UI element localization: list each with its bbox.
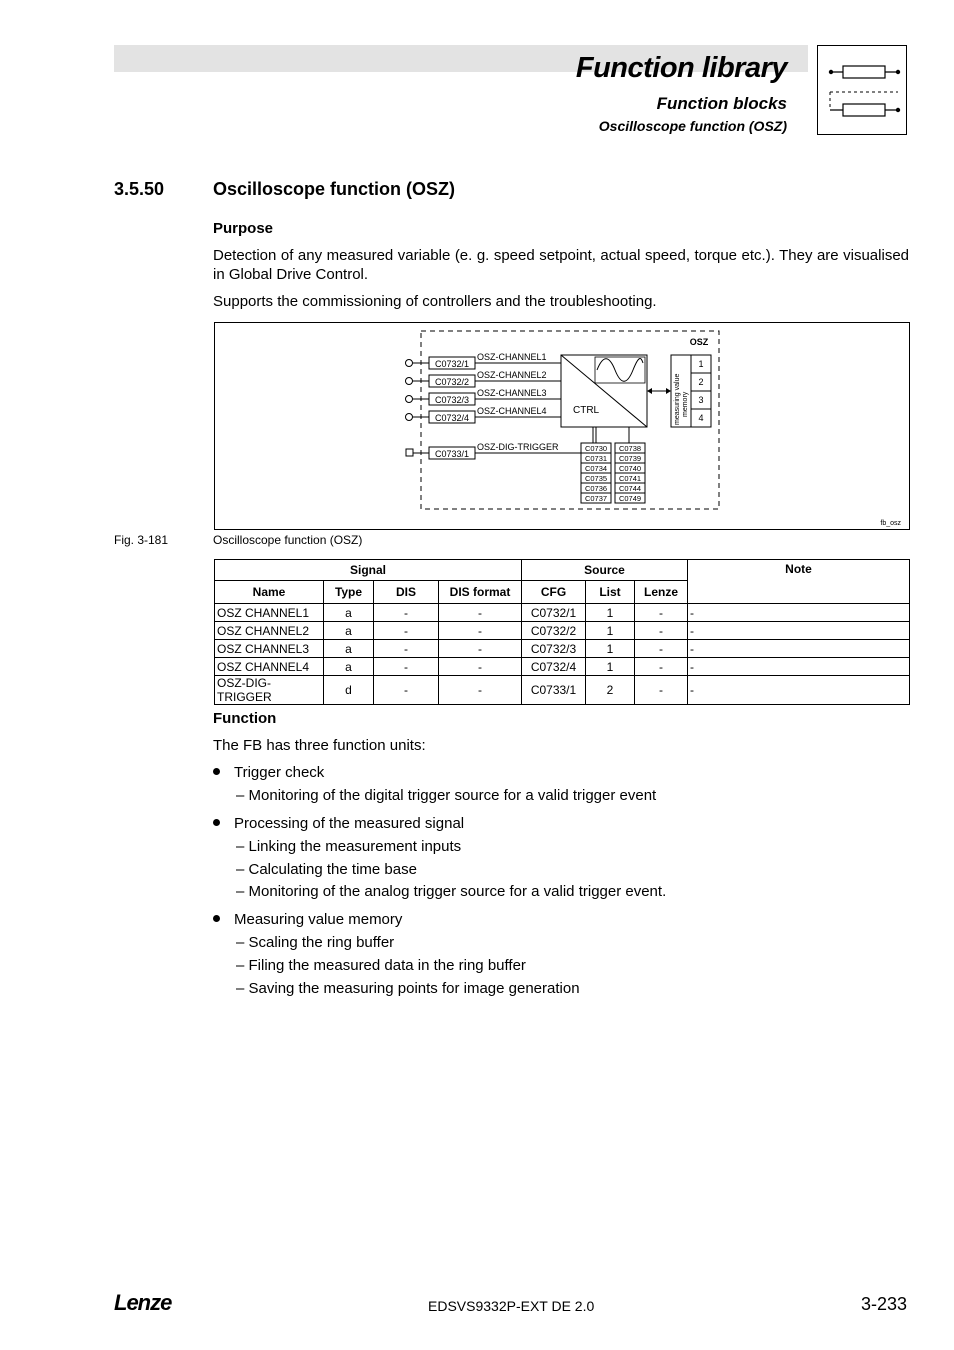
input-code: C0732/1 [434, 359, 470, 369]
memory-label: measuring value [674, 373, 681, 425]
table-row: OSZ CHANNEL1 a - - C0732/1 1 - - [215, 604, 910, 622]
input-code: C0732/2 [434, 377, 470, 387]
table-row: OSZ CHANNEL3 a - - C0732/3 1 - - [215, 640, 910, 658]
block-name: OSZ [689, 337, 709, 347]
figure-label: Fig. 3-181 [114, 533, 169, 547]
svg-text:C0739: C0739 [618, 454, 642, 463]
section-number: 3.5.50 [114, 179, 165, 199]
function-block-icon [817, 45, 907, 135]
svg-text:C0740: C0740 [618, 464, 642, 473]
svg-text:C0741: C0741 [618, 474, 642, 483]
code-stack-right [615, 443, 645, 503]
purpose-paragraph-1: Detection of any measured variable (e. g. speed setpoint, actual speed, torque etc.). They are visualised in Global Drive Control. [213, 247, 909, 283]
sub-item: – Saving the measuring points for image generation [236, 980, 580, 997]
input-signal: OSZ-CHANNEL2 [477, 370, 547, 380]
column-header: DIS format [439, 581, 522, 604]
code-stack-left [581, 443, 611, 503]
svg-text:C0731: C0731 [584, 454, 608, 463]
sub-item: – Monitoring of the digital trigger source for a valid trigger event [236, 787, 657, 804]
figure-caption: Oscilloscope function (OSZ) [213, 533, 363, 547]
purpose-paragraph-2: Supports the commissioning of controllers and the troubleshooting. [213, 293, 657, 310]
group-header-source: Source [522, 560, 688, 581]
input-signal: OSZ-CHANNEL4 [477, 406, 547, 416]
list-item: Processing of the measured signal [213, 815, 464, 832]
column-header: List [586, 581, 635, 604]
table-row: OSZ CHANNEL2 a - - C0732/2 1 - - [215, 622, 910, 640]
input-row-4 [406, 406, 562, 423]
column-header: CFG [522, 581, 586, 604]
lenze-logo: Lenze [114, 1290, 172, 1315]
bullet-icon [213, 915, 220, 922]
input-code: C0732/4 [434, 413, 470, 423]
ctrl-label: CTRL [573, 405, 600, 416]
memory-slot: 4 [698, 413, 704, 423]
input-signal: OSZ-CHANNEL1 [477, 352, 547, 362]
input-row-2 [406, 370, 562, 387]
sub-item: – Filing the measured data in the ring buffer [236, 957, 526, 974]
page-subsubtitle: Oscilloscope function (OSZ) [598, 118, 787, 134]
svg-text:C0730: C0730 [584, 444, 608, 453]
page-subtitle: Function blocks [656, 94, 787, 113]
purpose-heading: Purpose [213, 220, 274, 237]
trigger-signal: OSZ-DIG-TRIGGER [477, 442, 559, 452]
block-diagram [214, 322, 910, 530]
input-code: C0732/3 [434, 395, 470, 405]
function-intro: The FB has three function units: [213, 737, 426, 754]
table-row: OSZ-DIG-TRIGGER d - - C0733/1 2 - - [215, 676, 910, 705]
list-item: Measuring value memory [213, 911, 402, 928]
table-row: OSZ CHANNEL4 a - - C0732/4 1 - - [215, 658, 910, 676]
svg-text:C0744: C0744 [618, 484, 642, 493]
group-header-note: Note [688, 560, 910, 604]
svg-text:C0738: C0738 [618, 444, 642, 453]
list-item: Trigger check [213, 764, 324, 781]
trigger-row [406, 427, 593, 459]
signal-table [214, 559, 910, 705]
function-heading: Function [213, 710, 277, 727]
memory-slot: 1 [698, 359, 704, 369]
memory-slot: 3 [698, 395, 704, 405]
bullet-icon [213, 768, 220, 775]
document-id: EDSVS9332P-EXT DE 2.0 [428, 1298, 595, 1314]
memory-label-2: memory [682, 391, 689, 417]
input-signal: OSZ-CHANNEL3 [477, 388, 547, 398]
input-row-1 [406, 352, 562, 369]
sub-item: – Calculating the time base [236, 861, 417, 878]
svg-text:C0737: C0737 [584, 494, 608, 503]
group-header-signal: Signal [215, 560, 522, 581]
file-ref: fb_osz [880, 520, 901, 527]
input-row-3 [406, 388, 562, 405]
svg-text:C0736: C0736 [584, 484, 608, 493]
column-header: Lenze [635, 581, 688, 604]
sub-item: – Monitoring of the analog trigger source for a valid trigger event. [236, 883, 667, 900]
section-title: Oscilloscope function (OSZ) [213, 179, 456, 199]
sub-item: – Scaling the ring buffer [236, 934, 395, 951]
svg-text:C0749: C0749 [618, 494, 642, 503]
column-header: DIS [374, 581, 439, 604]
page-title: Function library [575, 52, 787, 84]
memory-slot: 2 [698, 377, 704, 387]
trigger-code: C0733/1 [434, 449, 470, 459]
svg-text:C0735: C0735 [584, 474, 608, 483]
svg-text:C0734: C0734 [584, 464, 608, 473]
column-header: Name [215, 581, 324, 604]
bullet-icon [213, 819, 220, 826]
column-header: Type [324, 581, 374, 604]
page-number: 3-233 [860, 1294, 907, 1314]
sub-item: – Linking the measurement inputs [236, 838, 462, 855]
